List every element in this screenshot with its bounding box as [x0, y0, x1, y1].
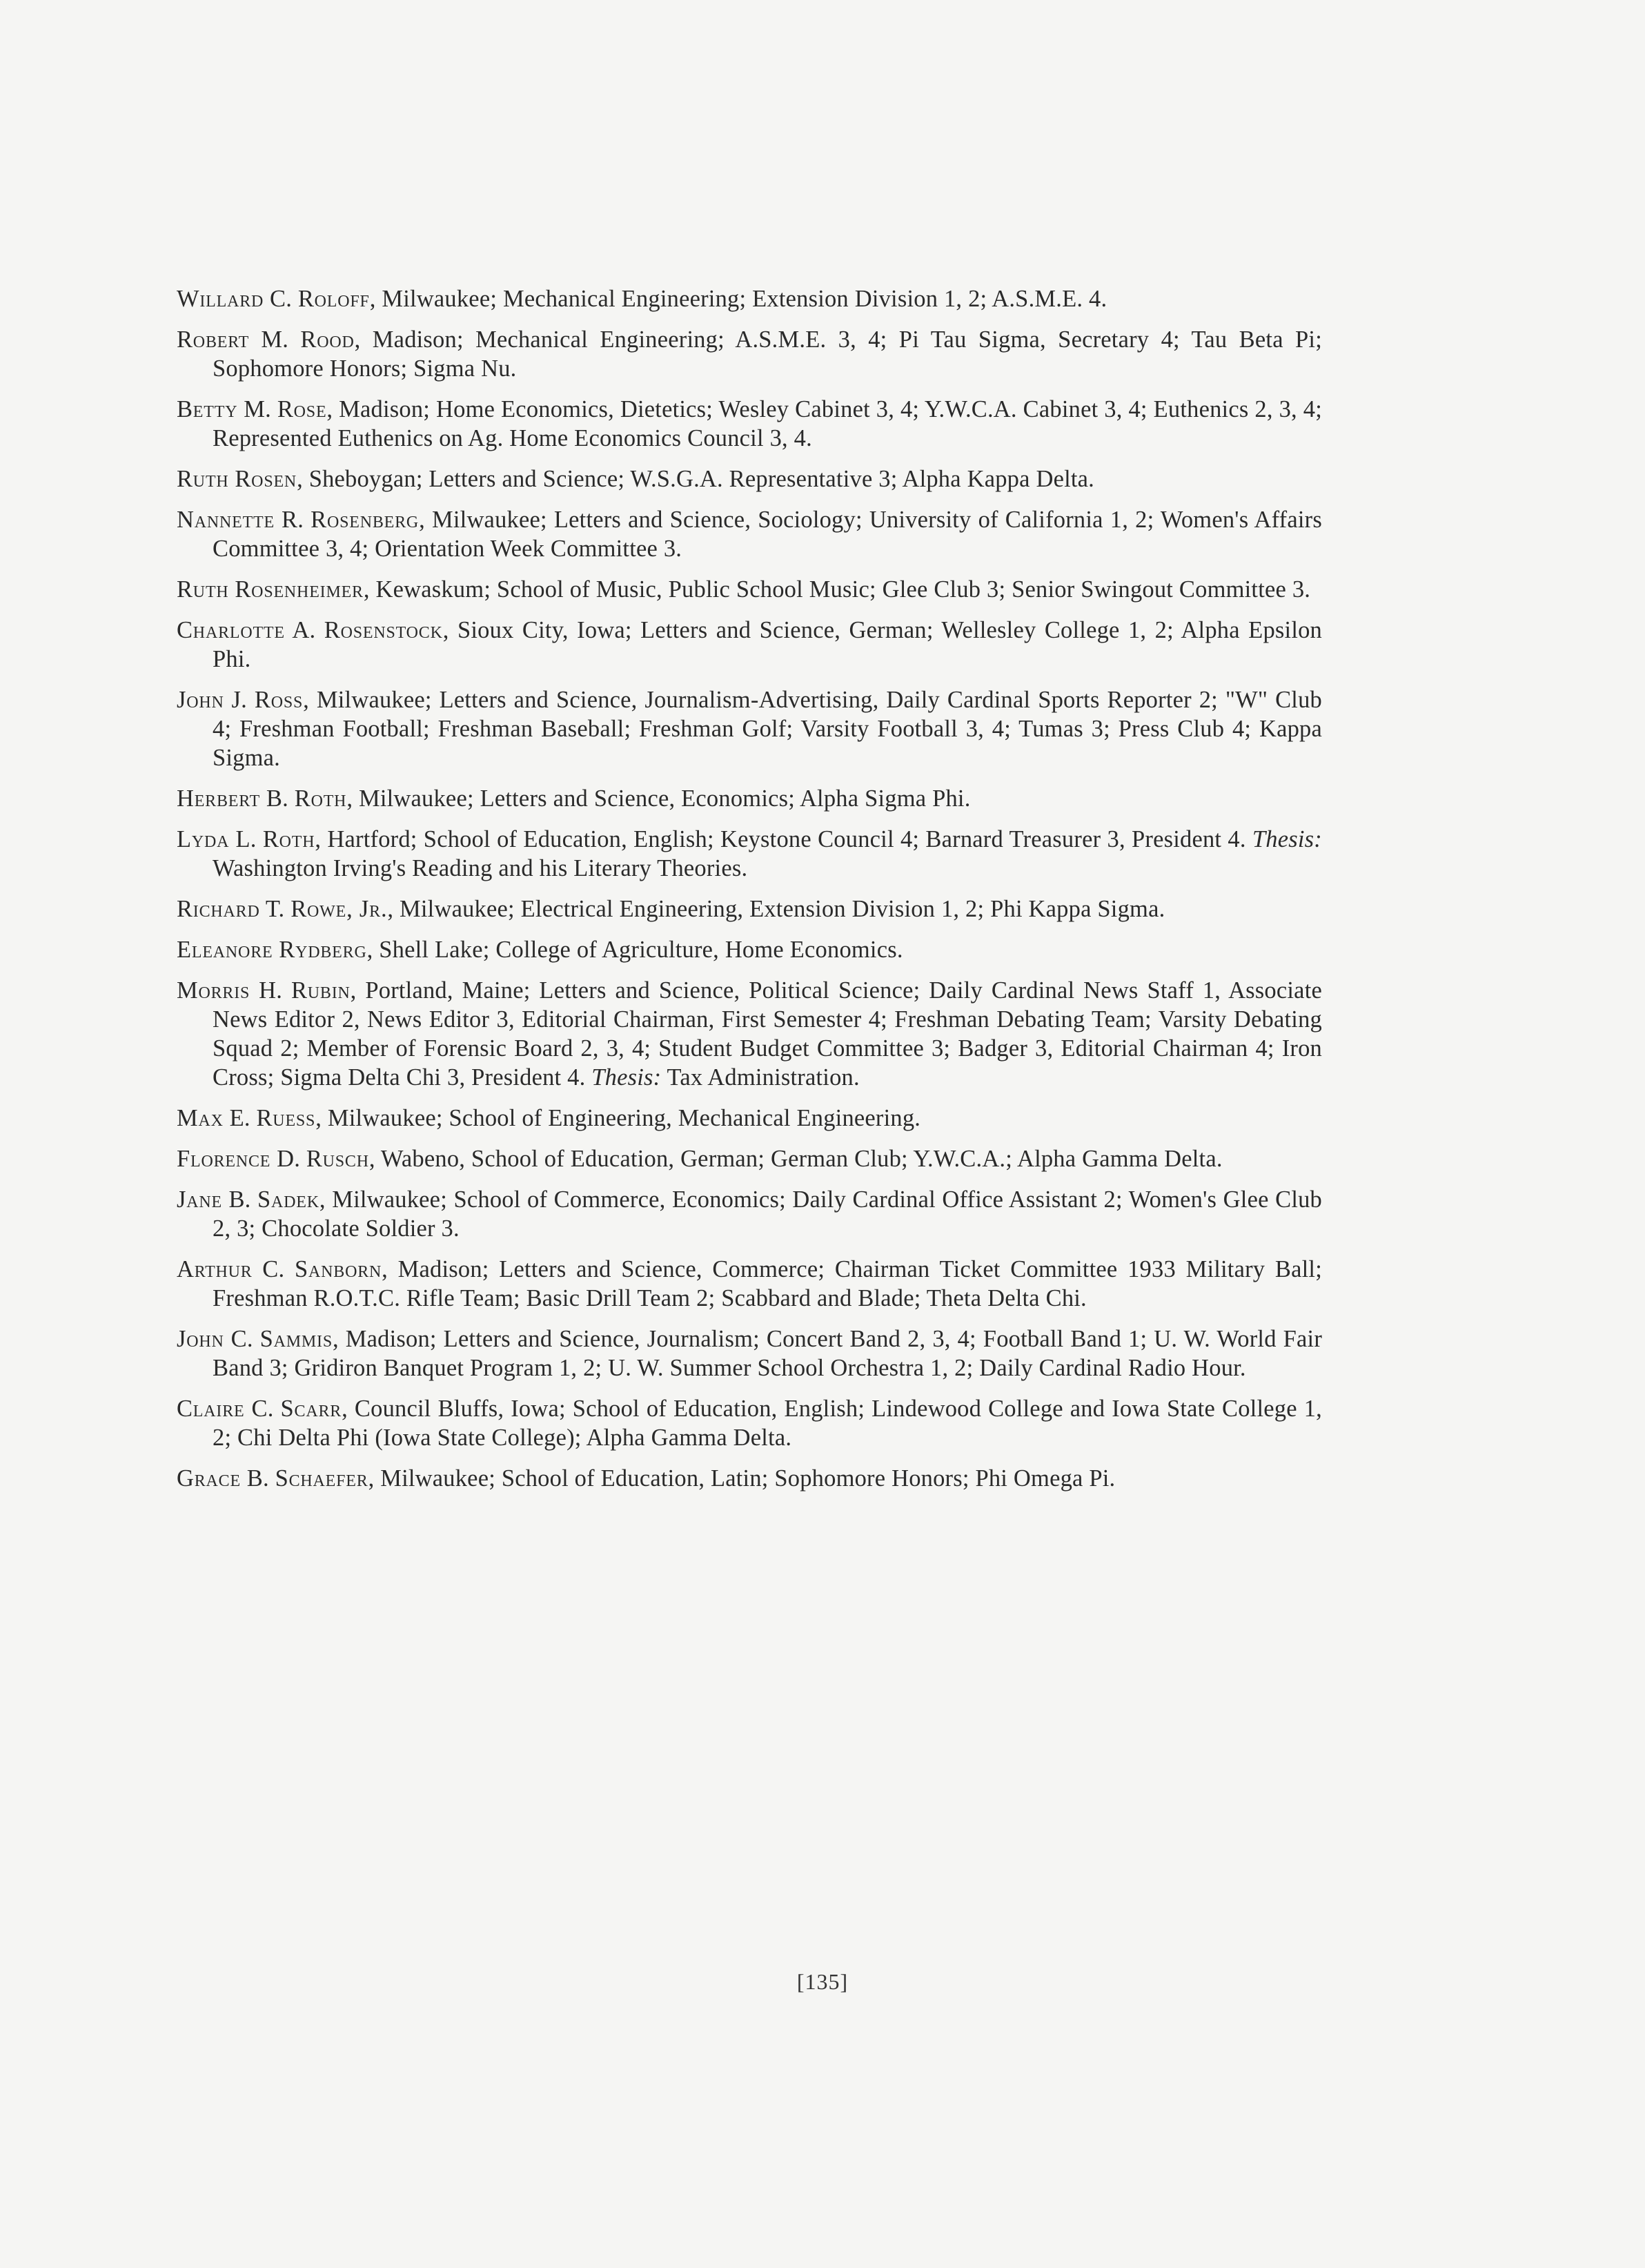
entry-middle-initial: C. [252, 1256, 295, 1282]
entry-details: , Milwaukee; School of Education, Latin; Sophomore Honors; Phi Omega Pi. [368, 1465, 1116, 1492]
entry-last-name: Rowe [290, 896, 347, 922]
entry-details: , Wabeno, School of Education, German; German Club; Y.W.C.A.; Alpha Gamma Delta. [368, 1146, 1223, 1172]
entry-details: , Portland, Maine; Letters and Science, Political Science; Daily Cardinal News Staff 1, Associate News Editor 2, News Editor 3, Editorial Chairman, First Semester 4; Freshman Debating Team; Varsity Debating Squad 2; Member of Forensic Board 2, 3, 4; Student Budget Committee 3; Badger 3, Editorial Chairman 4; Iron Cross; Sigma Delta Chi 3, President 4. [213, 977, 1322, 1091]
entry-last-name: Rood [300, 326, 355, 353]
entries-list [177, 284, 1322, 1505]
entry-last-name: Roth [294, 785, 347, 812]
entry-first-name: Betty [177, 396, 238, 422]
entry-middle-initial: A. [284, 617, 324, 643]
list-item [177, 976, 1322, 1092]
entry-middle-initial: D. [270, 1146, 306, 1172]
entry-last-name: Rubin [290, 977, 351, 1004]
entry-last-name: Rydberg [279, 937, 367, 963]
list-item [177, 575, 1322, 604]
entry-middle-initial: C. [264, 286, 298, 312]
entry-details: , Madison; Home Economics, Dietetics; Wesley Cabinet 3, 4; Y.W.C.A. Cabinet 3, 4; Euthenics 2, 3, 4; Represented Euthenics on Ag. Home Economics Council 3, 4. [213, 396, 1322, 451]
entry-last-name: Sadek [257, 1186, 319, 1213]
entry-first-name: Nannette [177, 507, 275, 533]
entry-first-name: Jane [177, 1186, 222, 1213]
entry-last-name: Sammis [259, 1326, 333, 1352]
entry-last-name: Ruess [256, 1105, 316, 1131]
entry-middle-initial: R. [274, 507, 311, 533]
entry-thesis-label: Thesis: [1252, 826, 1322, 852]
entry-last-name: Rosenstock [324, 617, 443, 643]
entry-middle-initial: B. [240, 1465, 275, 1492]
entry-first-name: Ruth [177, 466, 229, 492]
entry-details: , Sheboygan; Letters and Science; W.S.G.A. Representative 3; Alpha Kappa Delta. [297, 466, 1094, 492]
entry-middle-initial: B. [221, 1186, 258, 1213]
entry-middle-initial: M. [237, 396, 277, 422]
list-item [177, 465, 1322, 493]
entry-details: , Milwaukee; Letters and Science, Journalism-Advertising, Daily Cardinal Sports Reporter 2; "W" Club 4; Freshman Football; Freshman Baseball; Freshman Golf; Varsity Football 3, 4; Tumas 3; Press Club 4; Kappa Sigma. [213, 687, 1322, 771]
entry-middle-initial: T. [259, 896, 291, 922]
entry-last-name: Roloff [297, 286, 370, 312]
entry-details: , Milwaukee; Letters and Science, Economics; Alpha Sigma Phi. [346, 785, 971, 812]
entry-last-name: Schaefer [275, 1465, 368, 1492]
entry-details: , Madison; Letters and Science, Commerce; Chairman Ticket Committee 1933 Military Ball; Freshman R.O.T.C. Rifle Team; Basic Drill Team 2; Scabbard and Blade; Theta Delta Chi. [213, 1256, 1322, 1311]
entry-details: , Milwaukee; Electrical Engineering, Extension Division 1, 2; Phi Kappa Sigma. [387, 896, 1165, 922]
entry-middle-initial: M. [249, 326, 301, 353]
entry-first-name: Ruth [177, 576, 229, 603]
entry-first-name: John [177, 687, 224, 713]
entry-details: , Milwaukee; Mechanical Engineering; Extension Division 1, 2; A.S.M.E. 4. [369, 286, 1107, 312]
entry-first-name: Robert [177, 326, 250, 353]
entry-middle-initial: J. [224, 687, 255, 713]
entry-last-name: Rosenberg [311, 507, 420, 533]
list-item [177, 284, 1322, 313]
list-item [177, 1324, 1322, 1382]
entry-middle-initial: C. [224, 1326, 260, 1352]
list-item [177, 935, 1322, 964]
list-item [177, 1255, 1322, 1313]
entry-first-name: John [177, 1326, 224, 1352]
entry-first-name: Eleanore [177, 937, 273, 963]
entry-last-name: Sanborn [295, 1256, 382, 1282]
entry-first-name: Lyda [177, 826, 230, 852]
list-item [177, 685, 1322, 772]
entry-suffix: , Jr. [346, 896, 388, 922]
entry-thesis-text: Washington Irving's Reading and his Literary Theories. [213, 855, 748, 881]
list-item [177, 325, 1322, 383]
entry-first-name: Arthur [177, 1256, 253, 1282]
entry-details: , Kewaskum; School of Music, Public School Music; Glee Club 3; Senior Swingout Committee 3. [363, 576, 1311, 603]
entry-first-name: Morris [177, 977, 250, 1004]
entry-thesis-text: Tax Administration. [661, 1064, 860, 1091]
entry-details: , Shell Lake; College of Agriculture, Home Economics. [366, 937, 903, 963]
entry-last-name: Roth [262, 826, 315, 852]
list-item [177, 616, 1322, 674]
entry-last-name: Rusch [306, 1146, 369, 1172]
entry-details: , Milwaukee; School of Engineering, Mechanical Engineering. [315, 1105, 921, 1131]
entry-first-name: Willard [177, 286, 264, 312]
list-item [177, 1185, 1322, 1243]
entry-thesis-label: Thesis: [591, 1064, 662, 1091]
list-item [177, 784, 1322, 813]
entry-last-name: Scarr [280, 1396, 342, 1422]
entry-middle-initial: L. [229, 826, 263, 852]
list-item [177, 395, 1322, 453]
entry-first-name: Grace [177, 1465, 241, 1492]
entry-details: , Milwaukee; Letters and Science, Sociology; University of California 1, 2; Women's Affairs Committee 3, 4; Orientation Week Committee 3. [213, 507, 1322, 562]
entry-middle-initial [273, 937, 279, 963]
entry-details: , Madison; Mechanical Engineering; A.S.M.E. 3, 4; Pi Tau Sigma, Secretary 4; Tau Beta Pi; Sophomore Honors; Sigma Nu. [213, 326, 1322, 382]
entry-first-name: Herbert [177, 785, 261, 812]
entry-middle-initial: B. [260, 785, 295, 812]
entry-first-name: Charlotte [177, 617, 285, 643]
entry-details: , Council Bluffs, Iowa; School of Education, English; Lindewood College and Iowa State College 1, 2; Chi Delta Phi (Iowa State College); Alpha Gamma Delta. [213, 1396, 1322, 1451]
page-number: [135] [796, 1969, 849, 1994]
list-item [177, 505, 1322, 563]
entry-first-name: Max [177, 1105, 224, 1131]
entry-middle-initial: E. [223, 1105, 257, 1131]
entry-details: , Sioux City, Iowa; Letters and Science, German; Wellesley College 1, 2; Alpha Epsilon Phi. [213, 617, 1322, 672]
entry-last-name: Ross [254, 687, 304, 713]
entry-last-name: Rosen [235, 466, 297, 492]
list-item [177, 1104, 1322, 1133]
entry-first-name: Richard [177, 896, 260, 922]
list-item [177, 825, 1322, 883]
entry-middle-initial: H. [250, 977, 291, 1004]
entry-details: , Milwaukee; School of Commerce, Economics; Daily Cardinal Office Assistant 2; Women's Glee Club 2, 3; Chocolate Soldier 3. [213, 1186, 1322, 1242]
list-item [177, 1394, 1322, 1452]
entry-first-name: Claire [177, 1396, 245, 1422]
list-item [177, 1464, 1322, 1493]
entry-details: , Hartford; School of Education, English; Keystone Council 4; Barnard Treasurer 3, President 4. [315, 826, 1252, 852]
entry-first-name: Florence [177, 1146, 271, 1172]
entry-last-name: Rosenheimer [235, 576, 364, 603]
entry-middle-initial: C. [244, 1396, 281, 1422]
entry-details: , Madison; Letters and Science, Journalism; Concert Band 2, 3, 4; Football Band 1; U. W. World Fair Band 3; Gridiron Banquet Program 1, 2; U. W. Summer School Orchestra 1, 2; Daily Cardinal Radio Hour. [213, 1326, 1323, 1381]
entry-last-name: Rose [277, 396, 327, 422]
list-item [177, 895, 1322, 923]
list-item [177, 1144, 1322, 1173]
